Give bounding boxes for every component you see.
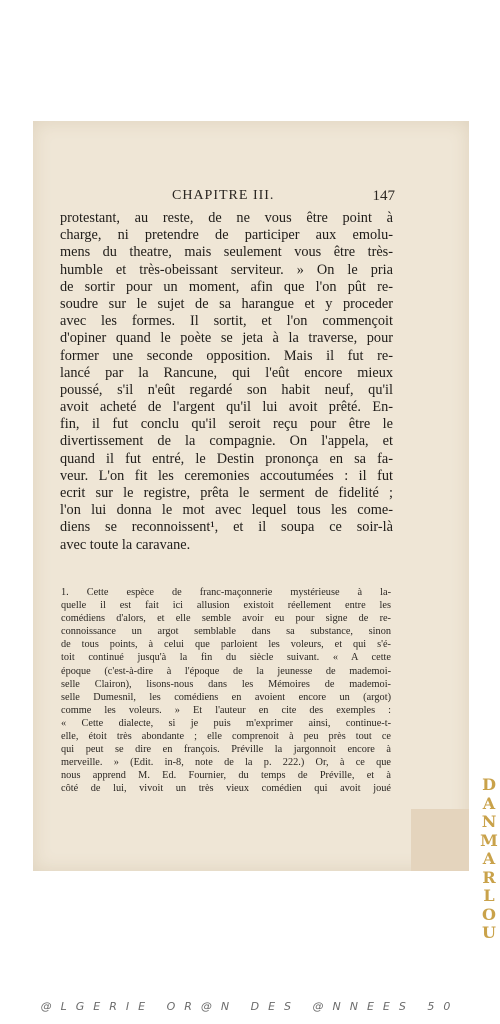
footnote-line: toit continué jusqu'à la fin du siècle suivant. « A cette [61, 652, 391, 664]
footnote-line: comédiens d'alors, et elle semble avoir eu pour signe de re- [61, 613, 391, 625]
text-line: divertissement de la compagnie. On l'appela, et [60, 433, 393, 450]
footnote-line: selle Clairon), lisons-nous dans les Mémoires de mademoi- [61, 678, 391, 690]
chapter-title: CHAPITRE III. [172, 188, 275, 203]
footnote-line: « Cette dialecte, si je puis m'exprimer ainsi, continue-t- [61, 717, 391, 729]
footnote-line: nous apprend M. Ed. Fournier, du temps de Préville, et à [61, 770, 391, 782]
text-line: soudre sur le sujet de sa harangue et y proceder [60, 295, 393, 312]
text-line: quand il fut entré, le Destin prononça en sa fa- [60, 450, 393, 467]
watermark-letter: A [482, 849, 496, 868]
footnote-line: de tous points, à celui que parloient les voleurs, et qui s'é- [61, 639, 391, 651]
vertical-watermark [478, 776, 500, 943]
text-line: avoit acheté de l'argent qu'il lui avoit prêté. En- [60, 399, 393, 416]
text-line: charge, ni pretendre de participer aux emolu- [60, 227, 393, 244]
text-line: humble et très-obeissant serviteur. » On le pria [60, 261, 393, 278]
text-line: avec les formes. Il sortit, et l'on commençoit [60, 313, 393, 330]
text-line: d'opiner quand le poète se jeta à la traverse, pour [60, 330, 393, 347]
footnote-line: merveille. » (Edit. in-8, note de la p. 222.) Or, à ce que [61, 757, 391, 769]
footnote-line: quelle il est fait ici allusion existoit réellement entre les [61, 600, 391, 612]
page-corner-stain [411, 809, 469, 871]
text-line: avec toute la caravane. [60, 536, 191, 553]
watermark-letter: R [482, 867, 496, 887]
footnote-line: comme les voleurs. » Et l'auteur en cite des exemples : [61, 704, 391, 716]
footnote [61, 586, 391, 796]
watermark-letter: D [482, 775, 496, 794]
running-header [95, 188, 395, 208]
footnote-line: elle, étoit très abondante ; elle comprenoit à peu près tout ce [61, 731, 391, 743]
bottom-watermark: @LGERIE OR@N DES @NNEES 50 [40, 1000, 460, 1013]
footnote-line: qui peut se dire en françois. Préville la jargonnoit encore à [61, 744, 391, 756]
watermark-letter: O [482, 904, 496, 924]
text-line: diens se reconnoissent¹, et il soupa ce soir-là [60, 519, 393, 536]
text-line: ecrit sur le registre, prêta le serment de fidelité ; [60, 485, 393, 501]
footnote-line: connoissance un argot semblable dans sa substance, sinon [61, 626, 391, 638]
watermark-letter: A [482, 793, 496, 813]
text-line: poussé, s'il n'eût regardé son habit neuf, qu'il [60, 381, 393, 398]
watermark-letter: U [482, 923, 496, 942]
footnote-line: 1. Cette espèce de franc-maçonnerie mystérieuse à la- [61, 587, 391, 598]
text-line: l'on lui donna le mot avec lequel tous les come- [60, 502, 393, 519]
text-line: de sortir pour un moment, afin que l'on pût re- [60, 278, 393, 295]
text-line: veur. L'on fit les ceremonies accoutumées : il fut [60, 467, 393, 484]
footnote-line: côté de lui, vivoit un très vieux comédien qui avoit joué [61, 783, 391, 795]
text-line: mens du theatre, mais seulement vous être très- [60, 244, 393, 261]
text-line: protestant, au reste, de ne vous être point à [60, 210, 393, 226]
watermark-letter: L [483, 886, 495, 905]
body-text [60, 210, 393, 554]
text-line: fin, il fut conclu qu'il seroit reçu pour être le [60, 416, 393, 433]
footnote-line: selle Dumesnil, les comédiens en avoient encore un (argot) [61, 691, 391, 703]
text-line: lancé par la Rancune, qui l'eût encore mieux [60, 364, 393, 381]
footnote-line: époque (c'est-à-dire à l'époque de la jeunesse de mademoi- [61, 665, 391, 677]
watermark-letter: M [480, 830, 498, 850]
text-line: former une seconde opposition. Mais il fut re- [60, 347, 393, 364]
page-number: 147 [372, 188, 395, 204]
watermark-letter: N [481, 812, 497, 831]
